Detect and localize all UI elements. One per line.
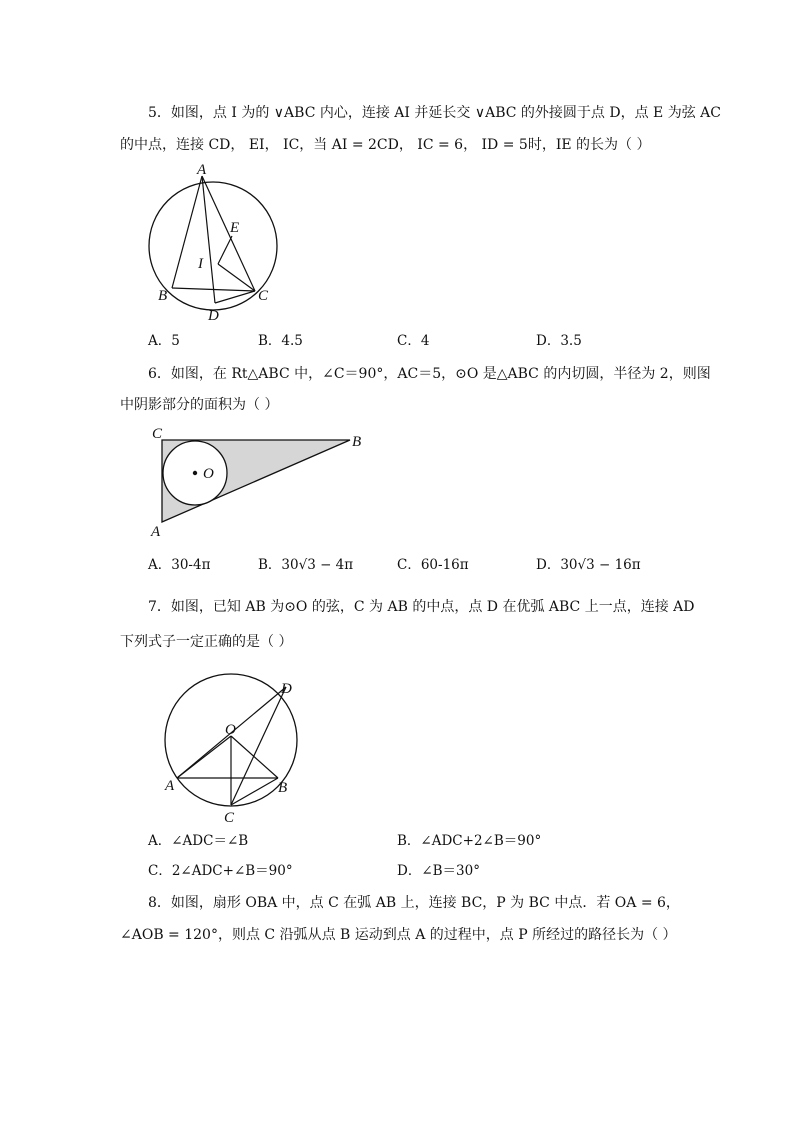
q5-label-c: C [258,288,269,304]
q5-label-d: D [208,308,219,324]
q6-label-o: O [203,466,214,482]
q5-text-line2: 的中点，连接 CD， EI， IC，当 AI = 2CD， IC = 6， ID = 5时，IE 的长为（ ） [120,137,651,153]
q7-label-a: A [165,778,175,794]
q6-text-line1: 6．如图，在 Rt△ABC 中，∠C＝90°，AC＝5，⊙O 是△ABC 的内切圆，半径为 2，则图 [148,366,711,382]
q7-option-c: C．2∠ADC+∠B＝90° [148,863,293,879]
q7-figure [150,668,310,828]
q6-option-c: C．60-16π [397,557,469,573]
q7-label-b: B [278,780,288,796]
q5-figure [140,160,300,330]
q5-label-a: A [197,162,207,178]
q7-label-o: O [225,722,236,738]
q5-label-i: I [198,256,203,272]
q5-option-c: C．4 [397,333,430,349]
q5-option-d: D．3.5 [536,333,582,349]
q7-option-a: A．∠ADC＝∠B [148,833,249,849]
q6-label-a: A [151,524,161,540]
q8-text-line2: ∠AOB = 120°，则点 C 沿弧从点 B 运动到点 A 的过程中，点 P 所经过的路径长为（ ） [120,927,677,943]
q6-option-b: B．30√3 − 4π [258,557,354,573]
q5-label-b: B [158,288,168,304]
q7-text-line1: 7．如图，已知 AB 为⊙O 的弦，C 为 AB 的中点，点 D 在优弧 ABC 上一点，连接 AD [148,599,695,615]
q7-text-line2: 下列式子一定正确的是（ ） [120,634,293,650]
q5-label-e: E [230,220,240,236]
q6-label-b: B [352,434,362,450]
q7-option-d: D．∠B＝30° [397,863,480,879]
q6-figure [145,422,375,542]
q6-option-d: D．30√3 − 16π [536,557,641,573]
q7-label-d: D [281,681,292,697]
q6-label-c: C [152,426,163,442]
q5-text-line1: 5．如图，点 I 为的 ∨ABC 内心，连接 AI 并延长交 ∨ABC 的外接圆于点 D，点 E 为弦 AC [148,105,721,121]
q6-option-a: A．30-4π [148,557,211,573]
q8-text-line1: 8．如图，扇形 OBA 中，点 C 在弧 AB 上，连接 BC，P 为 BC 中点．若 OA = 6， [148,895,680,911]
q7-option-b: B．∠ADC+2∠B＝90° [397,833,542,849]
q7-label-c: C [224,810,235,826]
q5-option-a: A．5 [148,333,180,349]
q5-option-b: B．4.5 [258,333,303,349]
q6-text-line2: 中阴影部分的面积为（ ） [120,397,279,413]
